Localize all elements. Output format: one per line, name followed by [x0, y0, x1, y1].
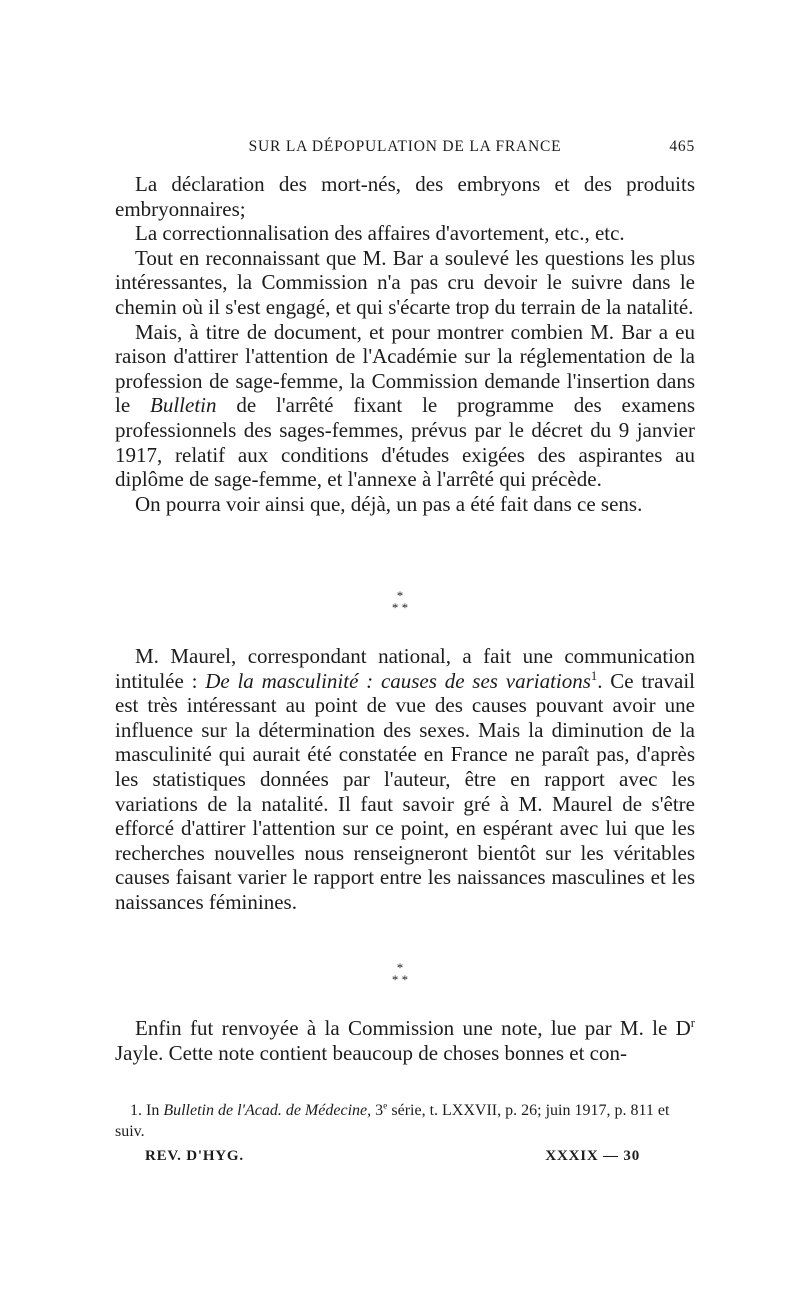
- running-head-title: SUR LA DÉPOPULATION DE LA FRANCE: [248, 138, 562, 155]
- paragraph-document-part2: de l'arrêté fixant le programme des examens professionnels des sages-femmes, prévus par le décret du 9 janvier 1917, relatif aux conditions d'études exigées des aspirantes au diplôme de sage-femme, et l'annexe à l'arrêté qui précède.: [115, 393, 695, 492]
- paragraph-jayle-part2: Jayle. Cette note contient beaucoup de choses bonnes et con-: [115, 1040, 627, 1065]
- footnote-part2: 3: [371, 1102, 384, 1119]
- paragraph-jayle: [115, 1016, 695, 1065]
- text-block-jayle: [115, 1016, 695, 1065]
- paragraph-document-part1: Mais, à titre de document, et pour montrer combien M. Bar a eu raison d'attirer l'attention de l'Académie sur la réglementation de la profession de sage-femme, la Commission demande l'insertion dans le: [115, 319, 695, 418]
- paragraph-avortement: La correctionnalisation des affaires d'avortement, etc., etc.: [135, 221, 625, 246]
- paragraph-maurel-part1: M. Maurel, correspondant national, a fait une communication intitulée :: [115, 644, 695, 693]
- paragraph-pas-fait: On pourra voir ainsi que, déjà, un pas a été fait dans ce sens.: [135, 491, 643, 516]
- paragraph-document: [115, 320, 695, 492]
- docteur-superscript: r: [690, 1016, 695, 1030]
- separator-star-top: *: [396, 588, 404, 603]
- footnote-journal-italic: Bulletin de l'Acad. de Médecine,: [163, 1102, 372, 1119]
- section-separator: [0, 590, 800, 614]
- masculinite-title-italic: De la masculinité : causes de ses variations: [205, 668, 591, 693]
- footnote-reference: 1: [590, 668, 598, 683]
- paragraph-maurel-part2: . Ce travail est très intéressant au point de vue des causes pouvant avoir une influence sur la détermination des sexes. Mais la diminution de la masculinité qui aurait été constatée en France ne paraît pas, d'après les statistiques données par l'auteur, être en rapport avec les variations de la natalité. Il faut savoir gré à M. Maurel de s'être efforcé d'attirer l'attention sur ce point, en espérant avec lui que les recherches nouvelles nous renseigneront bientôt sur les véritables causes faisant varier le rapport entre les naissances masculines et les naissances féminines.: [115, 668, 695, 914]
- paragraph-jayle-part1: Enfin fut renvoyée à la Commission une note, lue par M. le D: [135, 1016, 691, 1040]
- signature-journal: REV. D'HYG.: [145, 1148, 244, 1164]
- separator-stars-bottom: * *: [391, 600, 409, 615]
- page-number: 465: [669, 138, 695, 155]
- footnote-series-superscript: e: [383, 1100, 388, 1112]
- section-separator-2: [0, 962, 800, 986]
- separator-2-stars-bottom: * *: [391, 972, 409, 987]
- footnote-part1: 1. In: [130, 1102, 164, 1119]
- separator-2-star-top: *: [396, 960, 404, 975]
- text-block-maurel: [115, 644, 695, 915]
- paragraph-mort-nes: La déclaration des mort-nés, des embryons et des produits embryonnaires;: [115, 172, 695, 221]
- printer-signature: [145, 1148, 640, 1165]
- footnote: [115, 1100, 695, 1142]
- paragraph-maurel: [115, 644, 695, 915]
- footnote-part3: série, t. LXXVII, p. 26; juin 1917, p. 811 et suiv.: [115, 1102, 670, 1140]
- text-block-commission: [115, 172, 695, 516]
- bulletin-italic: Bulletin: [150, 393, 217, 418]
- signature-volume: XXXIX — 30: [545, 1148, 640, 1164]
- paragraph-bar: Tout en reconnaissant que M. Bar a soulevé les questions les plus intéressantes, la Commission n'a pas cru devoir le suivre dans le chemin où il s'est engagé, et qui s'écarte trop du terrain de la natalité.: [115, 245, 695, 319]
